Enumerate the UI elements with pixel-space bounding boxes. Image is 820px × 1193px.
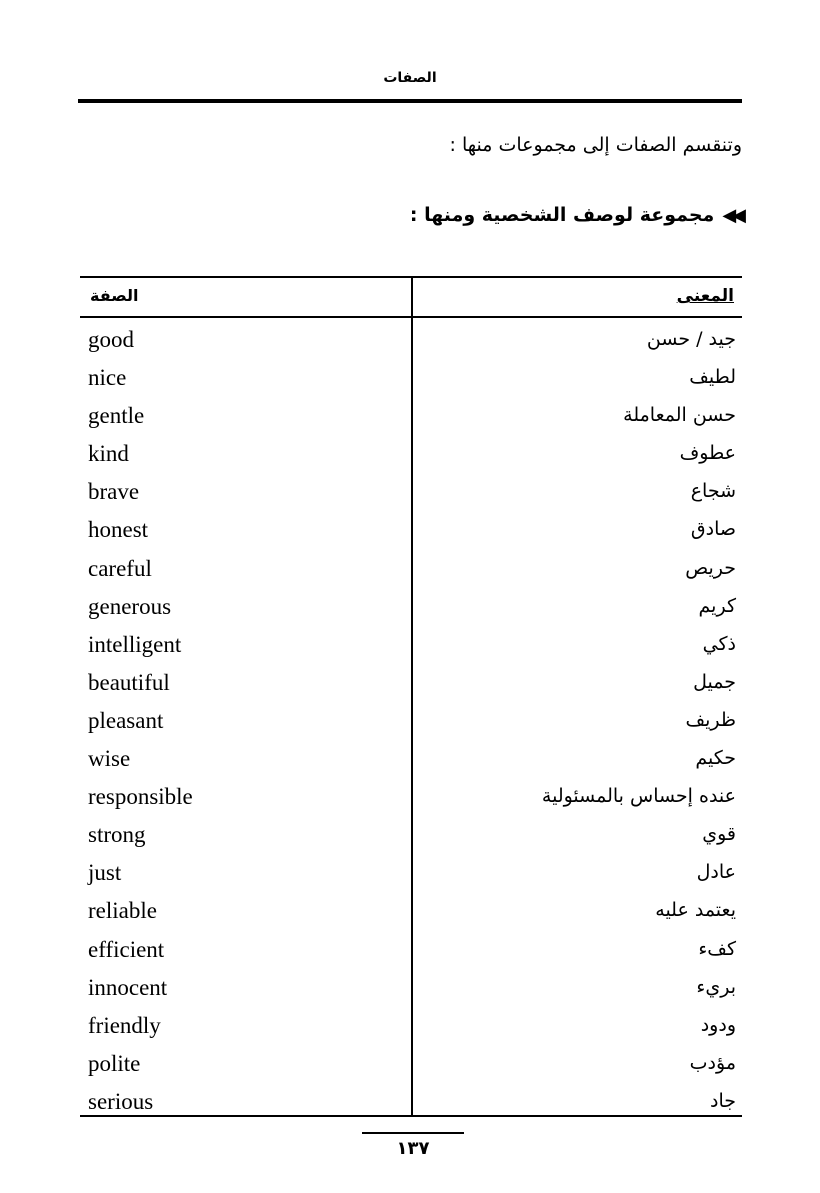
section-heading [410,204,742,226]
adjective-english: polite [88,1050,141,1076]
adjective-arabic-meaning: عنده إحساس بالمسئولية [541,785,736,808]
double-arrow-icon: ◀◀ [722,205,742,226]
table-row [80,362,742,400]
adjective-english: reliable [88,898,157,924]
table-row [80,1048,742,1086]
table-row [80,1086,742,1124]
adjective-arabic-meaning: لطيف [689,366,736,389]
footer-rule [362,1132,464,1134]
table-row [80,629,742,667]
adjective-arabic-meaning: يعتمد عليه [655,899,736,922]
table-row [80,476,742,514]
adjective-english: serious [88,1088,154,1114]
table-row [80,553,742,591]
adjective-arabic-meaning: حريص [685,556,736,579]
adjective-english: just [88,860,122,886]
column-header-meaning: المعنى [676,286,734,306]
table-row [80,438,742,476]
adjective-arabic-meaning: جميل [693,670,736,693]
adjectives-table [80,276,742,1118]
table-row [80,667,742,705]
adjective-arabic-meaning: مؤدب [689,1051,736,1074]
table-row [80,934,742,972]
section-heading-text: مجموعة لوصف الشخصية ومنها : [409,204,715,226]
table-row [80,1010,742,1048]
adjective-arabic-meaning: ذكي [702,632,736,655]
adjective-english: responsible [88,784,193,810]
page-number: ١٣٧ [396,1138,430,1159]
table-row [80,400,742,438]
table-body [80,324,742,1124]
adjective-arabic-meaning: صادق [690,518,736,541]
intro-paragraph: وتنقسم الصفات إلى مجموعات منها : [449,134,742,156]
adjective-english: wise [88,746,131,772]
adjective-english: good [88,327,134,352]
adjective-arabic-meaning: ظريف [685,708,736,731]
adjective-english: intelligent [88,631,182,657]
adjective-arabic-meaning: كريم [698,594,736,617]
running-header-title: الصفات [383,70,437,86]
adjective-english: nice [88,365,127,391]
adjective-english: pleasant [88,707,164,733]
table-row [80,819,742,857]
adjective-english: honest [88,517,149,543]
table-row [80,857,742,895]
adjective-arabic-meaning: جيد / حسن [646,328,736,350]
table-row [80,743,742,781]
adjective-arabic-meaning: عادل [696,861,736,884]
header-double-rule [78,99,742,103]
adjective-arabic-meaning: عطوف [679,442,736,465]
adjective-english: innocent [88,974,168,1000]
adjective-english: brave [88,479,140,505]
adjective-arabic-meaning: حكيم [695,747,736,770]
adjective-english: gentle [88,403,145,429]
column-header-adjective: الصفة [90,286,139,305]
adjective-arabic-meaning: ودود [700,1013,736,1036]
adjective-arabic-meaning: قوي [702,823,736,846]
table-row [80,514,742,552]
adjective-english: careful [88,555,152,581]
table-row [80,705,742,743]
adjective-english: kind [88,441,129,467]
adjective-english: strong [88,822,146,848]
adjective-arabic-meaning: شجاع [690,480,736,503]
adjective-english: generous [88,593,172,619]
table-row [80,324,742,362]
adjective-english: efficient [88,936,165,962]
table-row [80,591,742,629]
table-row [80,781,742,819]
table-row [80,972,742,1010]
adjective-arabic-meaning: جاد [710,1089,736,1112]
adjective-arabic-meaning: بريء [696,975,736,998]
adjective-english: beautiful [88,669,170,695]
adjective-arabic-meaning: كفء [698,937,736,960]
table-row [80,895,742,933]
adjective-arabic-meaning: حسن المعاملة [623,404,736,427]
adjective-english: friendly [88,1012,161,1038]
